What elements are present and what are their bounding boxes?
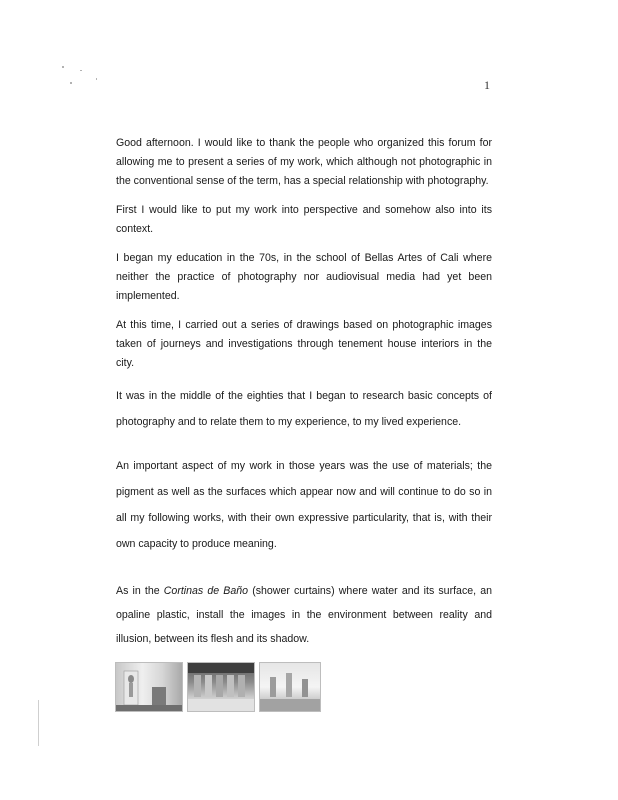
artwork-title: Cortinas de Baño (163, 585, 249, 597)
scan-speck (80, 70, 82, 71)
scan-edge-mark (38, 700, 39, 746)
paragraph-drawings: At this time, I carried out a series of drawings based on photographic images taken of journeys and investigations through tenement house interiors in the city. (116, 319, 492, 369)
artwork-photo-1 (115, 662, 183, 712)
paragraph-text-after: (shower curtains) where water and its surface, an opaline plastic, install the images in the environment between reality and illusion, between its flesh and its shadow. (116, 585, 493, 645)
scan-speck (62, 66, 64, 68)
scan-speck (96, 78, 97, 80)
paragraph-eighties: It was in the middle of the eighties that I began to research basic concepts of photography and to relate them to my experience, to my lived experience. (116, 390, 492, 428)
paragraph-text-before: As in the (116, 585, 164, 597)
paragraph-education: I began my education in the 70s, in the school of Bellas Artes of Cali where neither the practice of photography nor audiovisual media had yet been implemented. (116, 252, 492, 302)
scan-speck (70, 82, 72, 84)
document-body (116, 134, 492, 651)
paragraph-forum-thanks: Good afternoon. I would like to thank the people who organized this forum for allowing me to present a series of my work, which although not photographic in the conventional sense of the term, has a special relationship with photography. (116, 137, 492, 187)
artwork-photo-3 (259, 662, 321, 712)
page-number: 1 (484, 78, 490, 92)
artwork-photo-2 (187, 662, 255, 712)
artwork-thumbnails (115, 662, 321, 712)
paragraph-materials: An important aspect of my work in those years was the use of materials; the pigment as well as the surfaces which appear now and will continue to do so in all my following works, with their own expressive particularity, that is, with their own capacity to produce meaning. (116, 460, 492, 550)
paragraph-shower-curtains (116, 579, 492, 651)
paragraph-perspective: First I would like to put my work into perspective and somehow also into its context. (116, 204, 492, 235)
